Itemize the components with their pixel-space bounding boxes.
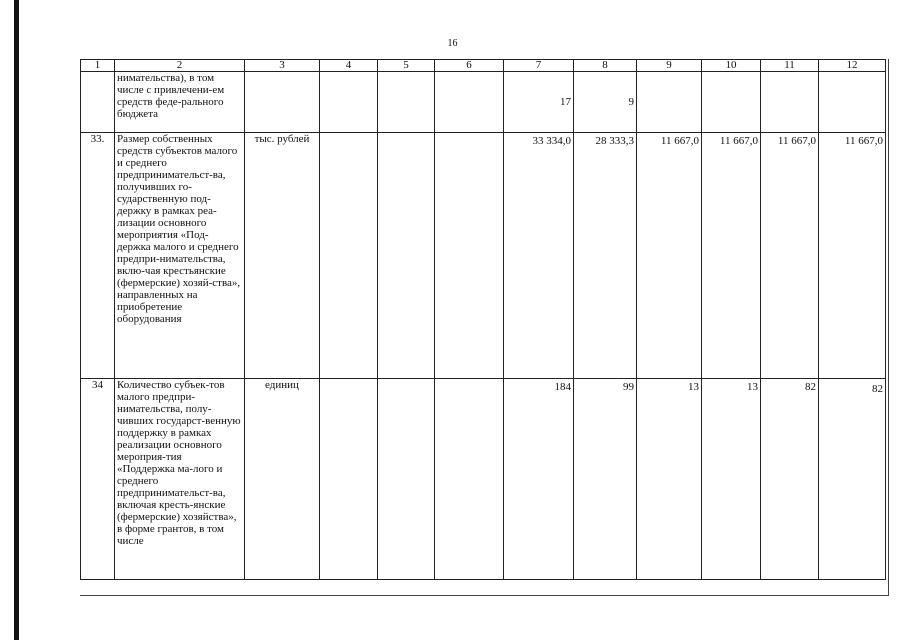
column-header: 11 [761,60,819,72]
unit-cell [245,72,320,133]
column-header: 5 [378,60,435,72]
value-cell [761,72,819,133]
value-cell [378,133,435,379]
value-cell [435,72,504,133]
row-number: 34 [81,379,115,580]
value-cell: 11 667,0 [819,133,886,379]
value-cell [574,379,637,580]
column-header: 9 [637,60,702,72]
value-cell: 11 667,0 [761,133,819,379]
value-cell [761,379,819,580]
value-cell [435,133,504,379]
data-table [80,59,886,580]
value-cell [637,379,702,580]
value-cell [819,72,886,133]
value-cell [702,379,761,580]
indicator-description: Количество субъек-тов малого предпри-нимательства, полу-чивших государст-венную поддержку в рамках реализации основного мероприя-тия «Поддержка ма-лого и среднего предпринимательст-ва, включая кресть-янские (фермерские) хозяйства», в форме грантов, в том числе [115,379,245,580]
table-row [81,133,886,379]
column-header: 6 [435,60,504,72]
value-cell [378,379,435,580]
value-cell: 28 333,3 [574,133,637,379]
value-cell [504,379,574,580]
value-cell [378,72,435,133]
table-header-row [81,60,886,72]
value-cell: 33 334,0 [504,133,574,379]
unit-cell: тыс. рублей [245,133,320,379]
value-text: 82 [805,381,816,393]
value-cell: 11 667,0 [637,133,702,379]
value-cell [320,72,378,133]
value-text: 17 [560,96,571,108]
column-header: 1 [81,60,115,72]
value-cell [819,379,886,580]
value-text: 13 [747,381,758,393]
column-header: 2 [115,60,245,72]
column-header: 7 [504,60,574,72]
indicator-description: нимательства), в том числе с привлечени-ем средств феде-рального бюджета [115,72,245,133]
value-cell [435,379,504,580]
column-header: 12 [819,60,886,72]
value-text: 99 [623,381,634,393]
column-header: 4 [320,60,378,72]
unit-cell: единиц [245,379,320,580]
value-text: 82 [872,383,883,395]
value-text: 13 [688,381,699,393]
row-number: 33. [81,133,115,379]
value-cell [637,72,702,133]
table-row [81,72,886,133]
table-row [81,379,886,580]
page-number: 16 [447,38,458,49]
row-number [81,72,115,133]
value-cell [702,72,761,133]
value-cell [320,379,378,580]
value-text: 184 [554,381,571,393]
value-cell: 11 667,0 [702,133,761,379]
value-cell [320,133,378,379]
value-text: 9 [628,96,634,108]
scan-edge-bar [14,0,19,640]
indicator-description: Размер собственных средств субъектов малого и среднего предпринимательст-ва, получивших го-сударственную под-держку в рамках реа-лизации основного мероприятия «Под-держка малого и среднего предпри-нимательства, вклю-чая крестьянские (фермерские) хозяй-ства», направленных на приобретение оборудования [115,133,245,379]
column-header: 3 [245,60,320,72]
column-header: 8 [574,60,637,72]
value-cell [574,72,637,133]
value-cell [504,72,574,133]
column-header: 10 [702,60,761,72]
